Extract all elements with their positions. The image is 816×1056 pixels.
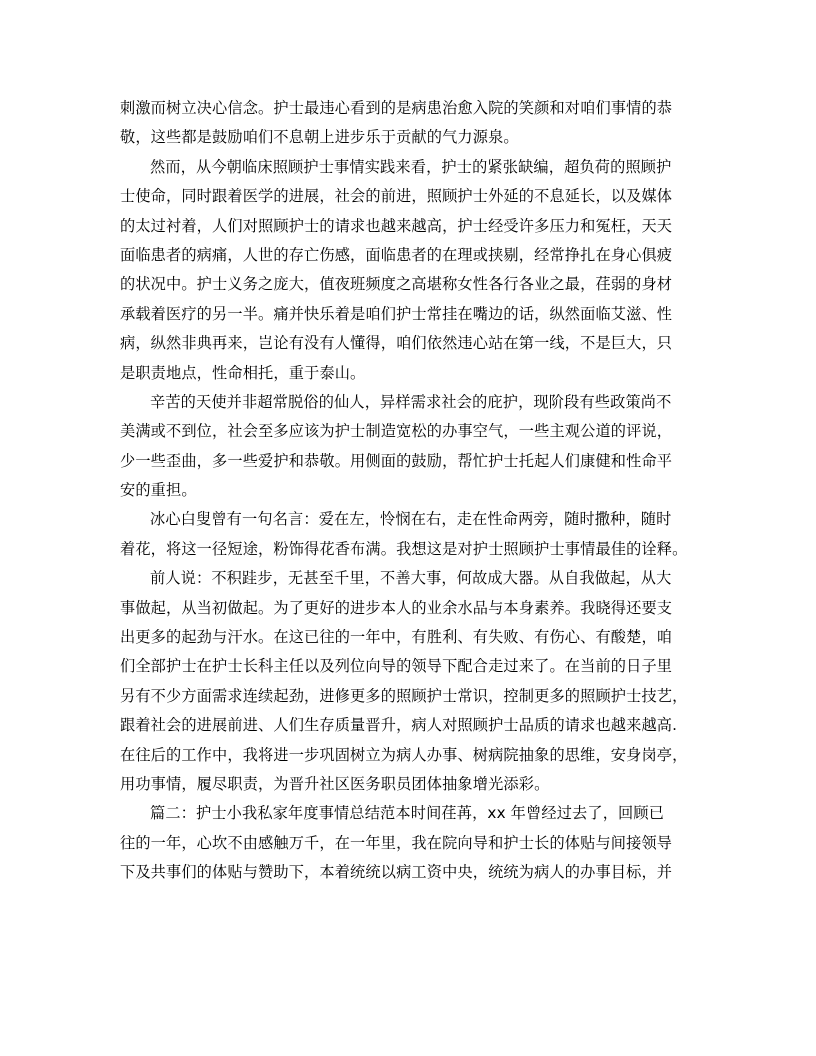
text-line: 篇二：护士小我私家年度事情总结范本时间荏苒，xx 年曾经过去了，回顾已 — [150, 804, 665, 823]
text-line: 前人说：不积跬步，无甚至千里，不善大事，何故成大器。从自我做起，从大 — [150, 569, 672, 588]
text-line: 下及共事们的体贴与赞助下，本着统统以病工资中央，统统为病人的办事目标，并 — [120, 863, 673, 882]
text-line: 们全部护士在护士长科主任以及列位向导的领导下配合走过来了。在当前的日子里 — [120, 657, 673, 676]
text-line: 面临患者的病痛，人世的存亡伤感，面临患者的在理或挟剔，经常挣扎在身心俱疲 — [120, 245, 673, 264]
text-line: 少一些歪曲，多一些爱护和恭敬。用侧面的鼓励，帮忙护士托起人们康健和性命平 — [120, 451, 673, 470]
text-line: 跟着社会的进展前进、人们生存质量晋升，病人对照顾护士品质的请求也越来越高. — [120, 716, 678, 735]
text-line: 事做起，从当初做起。为了更好的进步本人的业余水品与本身素养。我晓得还要支 — [120, 598, 673, 617]
text-line: 的太过衬着，人们对照顾护士的请求也越来越高，护士经受许多压力和冤枉，天天 — [120, 216, 673, 235]
text-line: 冰心白叟曾有一句名言：爱在左，怜悯在右，走在性命两旁，随时撒种，随时 — [150, 510, 672, 529]
text-line: 敬，这些都是鼓励咱们不息朝上进步乐于贡献的气力源泉。 — [120, 128, 519, 147]
text-line: 辛苦的天使并非超常脱俗的仙人，异样需求社会的庇护，现阶段有些政策尚不 — [150, 392, 672, 411]
text-line: 在往后的工作中，我将进一步巩固树立为病人办事、树病院抽象的思维，安身岗亭， — [120, 745, 688, 764]
text-line: 承载着医疗的另一半。痛并快乐着是咱们护士常挂在嘴边的话，纵然面临艾滋、性 — [120, 304, 673, 323]
text-line: 的状况中。护士义务之庞大，值夜班频度之高堪称女性各行各业之最，荏弱的身材 — [120, 275, 673, 294]
text-line: 然而，从今朝临床照顾护士事情实践来看，护士的紧张缺编，超负荷的照顾护 — [150, 157, 672, 176]
text-line: 往的一年，心坎不由感触万千，在一年里，我在院向导和护士长的体贴与间接领导 — [120, 833, 673, 852]
text-line: 士使命，同时跟着医学的进展，社会的前进，照顾护士外延的不息延长，以及媒体 — [120, 187, 673, 206]
document-body — [120, 94, 696, 888]
text-line: 刺激而树立决心信念。护士最违心看到的是病患治愈入院的笑颜和对咱们事情的恭 — [120, 99, 673, 117]
text-line: 安的重担。 — [120, 481, 197, 500]
text-line: 病，纵然非典再来，岂论有没有人懂得，咱们依然违心站在第一线，不是巨大，只 — [120, 334, 673, 353]
text-line: 出更多的起劲与汗水。在这已往的一年中，有胜利、有失败、有伤心、有酸楚，咱 — [120, 628, 673, 647]
text-line: 着花，将这一径短途，粉饰得花香布满。我想这是对护士照顾护士事情最佳的诠释。 — [120, 539, 688, 558]
text-line: 美满或不到位，社会至多应该为护士制造宽松的办事空气，一些主观公道的评说， — [120, 422, 673, 441]
text-line: 另有不少方面需求连续起劲，进修更多的照顾护士常识，控制更多的照顾护士技艺， — [120, 686, 688, 705]
text-line: 是职责地点，性命相托，重于泰山。 — [120, 363, 366, 382]
text-line: 用功事情，履尽职责，为晋升社区医务职员团体抽象增光添彩。 — [120, 774, 550, 793]
